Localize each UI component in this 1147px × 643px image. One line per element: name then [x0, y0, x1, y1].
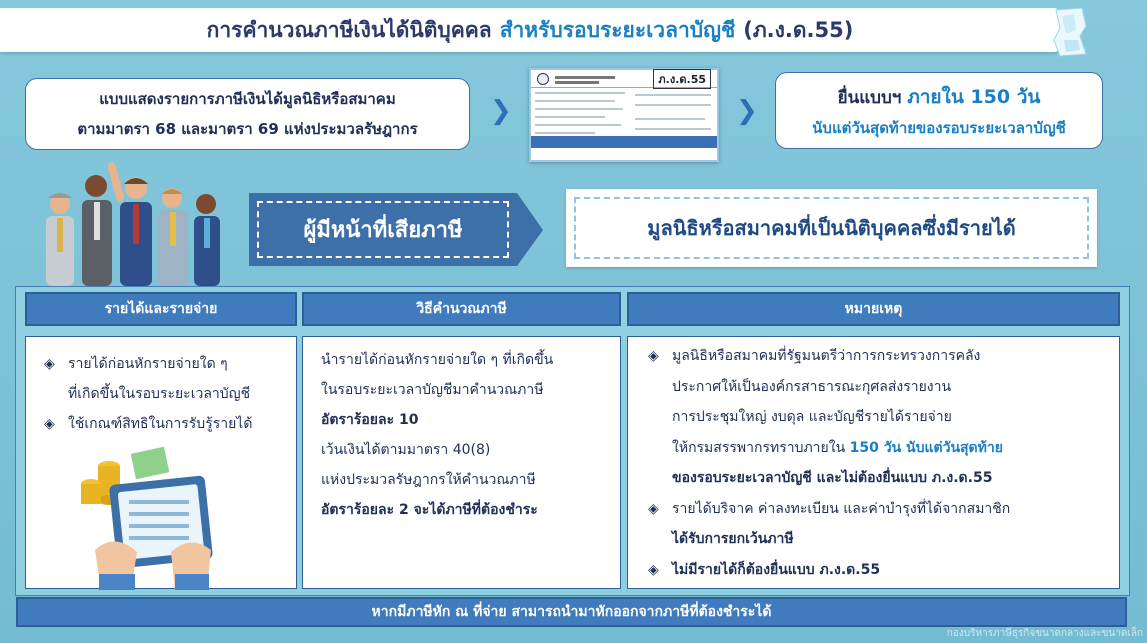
- diamond-bullet-icon: ◈: [648, 500, 659, 517]
- page-title-emphasis: สำหรับรอบระยะเวลาบัญชี: [499, 17, 736, 42]
- method-line: แห่งประมวลรัษฎากรให้คำนวณภาษี: [321, 472, 536, 488]
- diamond-bullet-icon: ◈: [44, 416, 55, 432]
- note-line: ได้รับการยกเว้นภาษี: [672, 531, 794, 547]
- deadline-emphasis: ภายใน 150 วัน: [907, 85, 1041, 108]
- arrow-right-icon: [517, 193, 543, 266]
- method-rate-2: อัตราร้อยละ 2 จะได้ภาษีที่ต้องชำระ: [321, 502, 538, 518]
- calculator-coins-illustration: [75, 440, 225, 590]
- people-group-illustration: [38, 158, 228, 286]
- filing-deadline-box: [775, 72, 1103, 149]
- form-description-line: ตามมาตรา 68 และมาตรา 69 แห่งประมวลรัษฎากร: [77, 120, 418, 138]
- chevron-right-icon: ❯: [736, 96, 758, 126]
- note-item: ◈ ไม่มีรายได้ก็ต้องยื่นแบบ ภ.ง.ด.55: [648, 555, 1111, 586]
- note-line: ของรอบระยะเวลาบัญชี และไม่ต้องยื่นแบบ ภ.ง.ด.55: [672, 470, 993, 486]
- notes-column-header: หมายเหตุ: [627, 292, 1120, 326]
- method-line: เว้นเงินได้ตามมาตรา 40(8): [321, 442, 491, 458]
- notes-column: [627, 336, 1120, 589]
- revenue-seal-icon: [537, 73, 549, 85]
- ice-decoration-icon: [1052, 6, 1088, 58]
- note-item: ◈ มูลนิธิหรือสมาคมที่รัฐมนตรีว่าการกระทรวงการคลัง: [648, 341, 1111, 372]
- list-item: ◈ ใช้เกณฑ์สิทธิในการรับรู้รายได้: [44, 409, 286, 439]
- form-description-line: แบบแสดงรายการภาษีเงินได้มูลนิธิหรือสมาคม: [99, 90, 396, 108]
- page-title-code: (ภ.ง.ด.55): [743, 17, 854, 42]
- method-rate-10: อัตราร้อยละ 10: [321, 412, 419, 428]
- entity-box: [566, 189, 1097, 267]
- diamond-bullet-icon: ◈: [648, 348, 659, 364]
- method-line: นำรายได้ก่อนหักรายจ่ายใด ๆ ที่เกิดขึ้น: [321, 352, 554, 368]
- list-item: ◈ รายได้ก่อนหักรายจ่ายใด ๆ ที่เกิดขึ้นในรอบระยะเวลาบัญชี: [44, 349, 286, 409]
- deadline-line1: ยื่นแบบฯ ภายใน 150 วัน: [837, 85, 1041, 108]
- page-title: การคำนวณภาษีเงินได้นิติบุคคล: [206, 17, 492, 42]
- deadline-line2: นับแต่วันสุดท้ายของรอบระยะเวลาบัญชี: [812, 118, 1066, 137]
- income-column-header: รายได้และรายจ่าย: [25, 292, 297, 326]
- note-line: การประชุมใหญ่ งบดุล และบัญชีรายได้รายจ่าย: [672, 409, 952, 425]
- form-description-box: [25, 78, 470, 150]
- footer-note: หากมีภาษีหัก ณ ที่จ่าย สามารถนำมาหักออกจากภาษีที่ต้องชำระได้: [16, 597, 1127, 627]
- form-code: ภ.ง.ด.55: [653, 69, 711, 89]
- method-column: [302, 336, 621, 589]
- credit-text: กองบริหารภาษีธุรกิจขนาดกลางและขนาดเล็ก: [946, 628, 1143, 639]
- page-title-bar: [0, 8, 1060, 52]
- note-line: ให้กรมสรรพากรทราบภายใน 150 วัน นับแต่วันสุดท้าย: [672, 439, 1003, 456]
- method-column-header: วิธีคำนวณภาษี: [302, 292, 621, 326]
- diamond-bullet-icon: ◈: [648, 561, 659, 578]
- note-item: ◈ รายได้บริจาค ค่าลงทะเบียน และค่าบำรุงที่ได้จากสมาชิก: [648, 494, 1111, 525]
- chevron-right-icon: ❯: [490, 96, 512, 126]
- taxpayer-label: ผู้มีหน้าที่เสียภาษี: [257, 201, 509, 258]
- note-line: ประกาศให้เป็นองค์กรสาธารณะกุศลส่งรายงาน: [672, 378, 952, 395]
- method-line: ในรอบระยะเวลาบัญชีมาคำนวณภาษี: [321, 382, 544, 398]
- taxpayer-label-box: [249, 193, 517, 266]
- entity-label: มูลนิธิหรือสมาคมที่เป็นนิติบุคคลซึ่งมีรายได้: [574, 197, 1089, 259]
- diamond-bullet-icon: ◈: [44, 356, 55, 372]
- form-thumbnail: [529, 68, 719, 162]
